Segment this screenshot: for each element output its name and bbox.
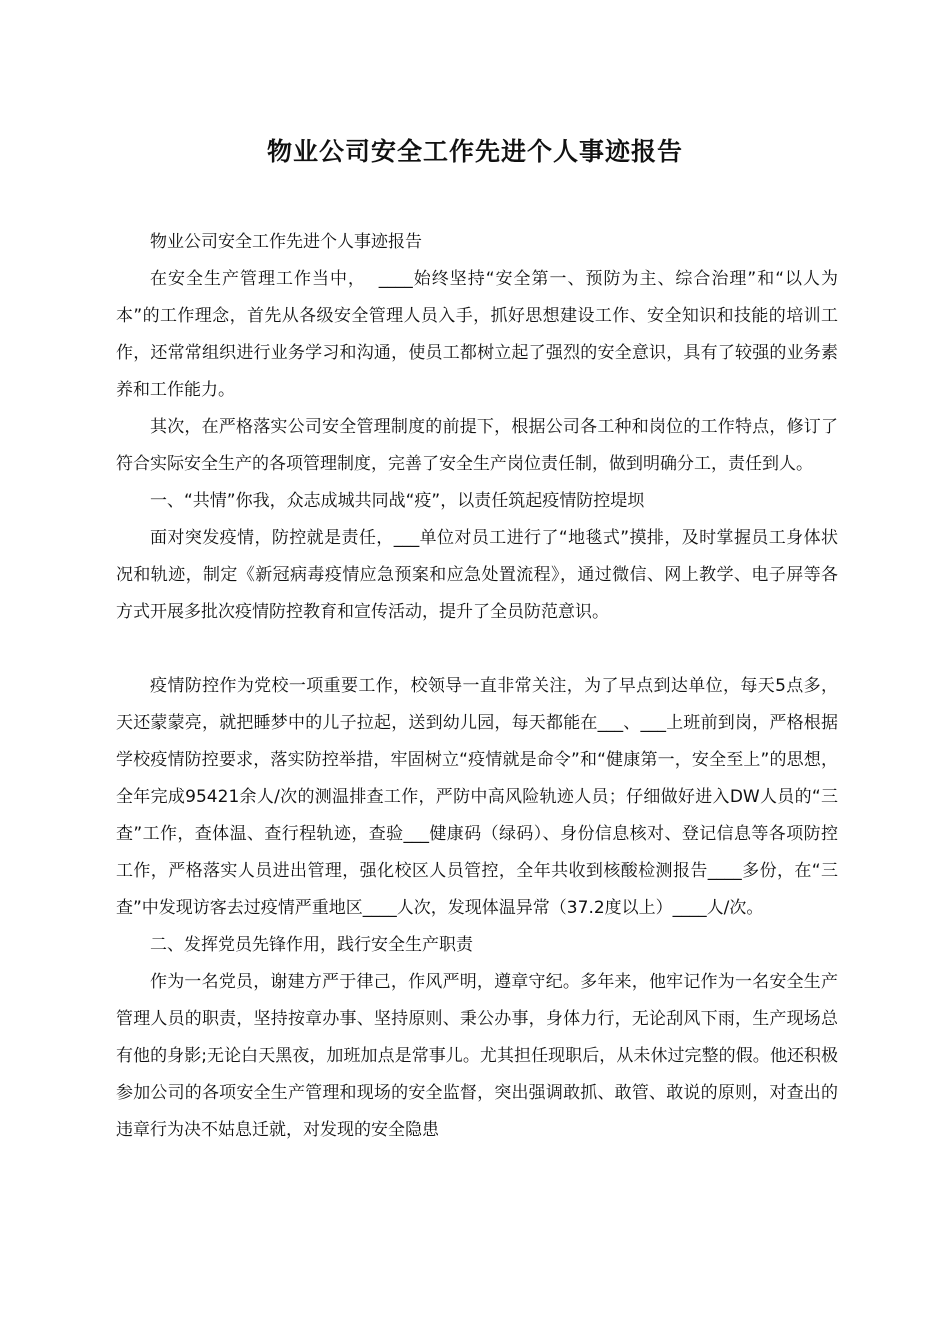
epidemic-response-paragraph: 面对突发疫情，防控就是责任，___单位对员工进行了“地毯式”摸排，及时掌握员工身体状况和轨迹，制定《新冠病毒疫情应急预案和应急处置流程》，通过微信、网上教学、电子屏等各方式开展多批次疫情防控教育和宣传活动，提升了全员防范意识。 <box>116 528 838 622</box>
management-paragraph: 其次，在严格落实公司安全管理制度的前提下，根据公司各工种和岗位的工作特点，修订了符合实际安全生产的各项管理制度，完善了安全生产岗位责任制，做到明确分工，责任到人。 <box>116 417 838 474</box>
section-heading-2: 二、发挥党员先锋作用，践行安全生产职责 <box>150 935 473 955</box>
epidemic-control-paragraph: 疫情防控作为党校一项重要工作，校领导一直非常关注，为了早点到达单位，每天5点多，天还蒙蒙亮，就把睡梦中的儿子拉起，送到幼儿园，每天都能在___、___上班前到岗，严格根据学校疫情防控要求，落实防控举措，牢固树立“疫情就是命令”和“健康第一，安全至上”的思想，全年完成95421余人/次的测温排查工作，严防中高风险轨迹人员；仔细做好进入DW人员的“三查”工作，查体温、查行程轨迹，查验___健康码（绿码）、身份信息核对、登记信息等各项防控工作，严格落实人员进出管理，强化校区人员管控，全年共收到核酸检测报告____多份，在“三查”中发现访客去过疫情严重地区____人次，发现体温异常（37.2度以上）____人/次。 <box>116 676 838 918</box>
section-heading-1: 一、“共情”你我，众志成城共同战“疫”，以责任筑起疫情防控堤坝 <box>150 491 645 511</box>
subtitle-paragraph: 物业公司安全工作先进个人事迹报告 <box>150 232 422 252</box>
party-member-paragraph: 作为一名党员，谢建方严于律己，作风严明，遵章守纪。多年来，他牢记作为一名安全生产管理人员的职责，坚持按章办事、坚持原则、秉公办事，身体力行，无论刮风下雨，生产现场总有他的身影;无论白天黑夜，加班加点是常事儿。尤其担任现职后，从未休过完整的假。他还积极参加公司的各项安全生产管理和现场的安全监督，突出强调敢抓、敢管、敢说的原则，对查出的违章行为决不姑息迁就，对发现的安全隐患 <box>116 972 838 1140</box>
intro-paragraph: 在安全生产管理工作当中， ____始终坚持“安全第一、预防为主、综合治理”和“以人为本”的工作理念，首先从各级安全管理人员入手，抓好思想建设工作、安全知识和技能的培训工作，还常常组织进行业务学习和沟通，使员工都树立起了强烈的安全意识，具有了较强的业务素养和工作能力。 <box>116 269 838 400</box>
blank-line <box>116 631 838 668</box>
document-body <box>116 224 838 1149</box>
document-title: 物业公司安全工作先进个人事迹报告 <box>266 137 683 166</box>
